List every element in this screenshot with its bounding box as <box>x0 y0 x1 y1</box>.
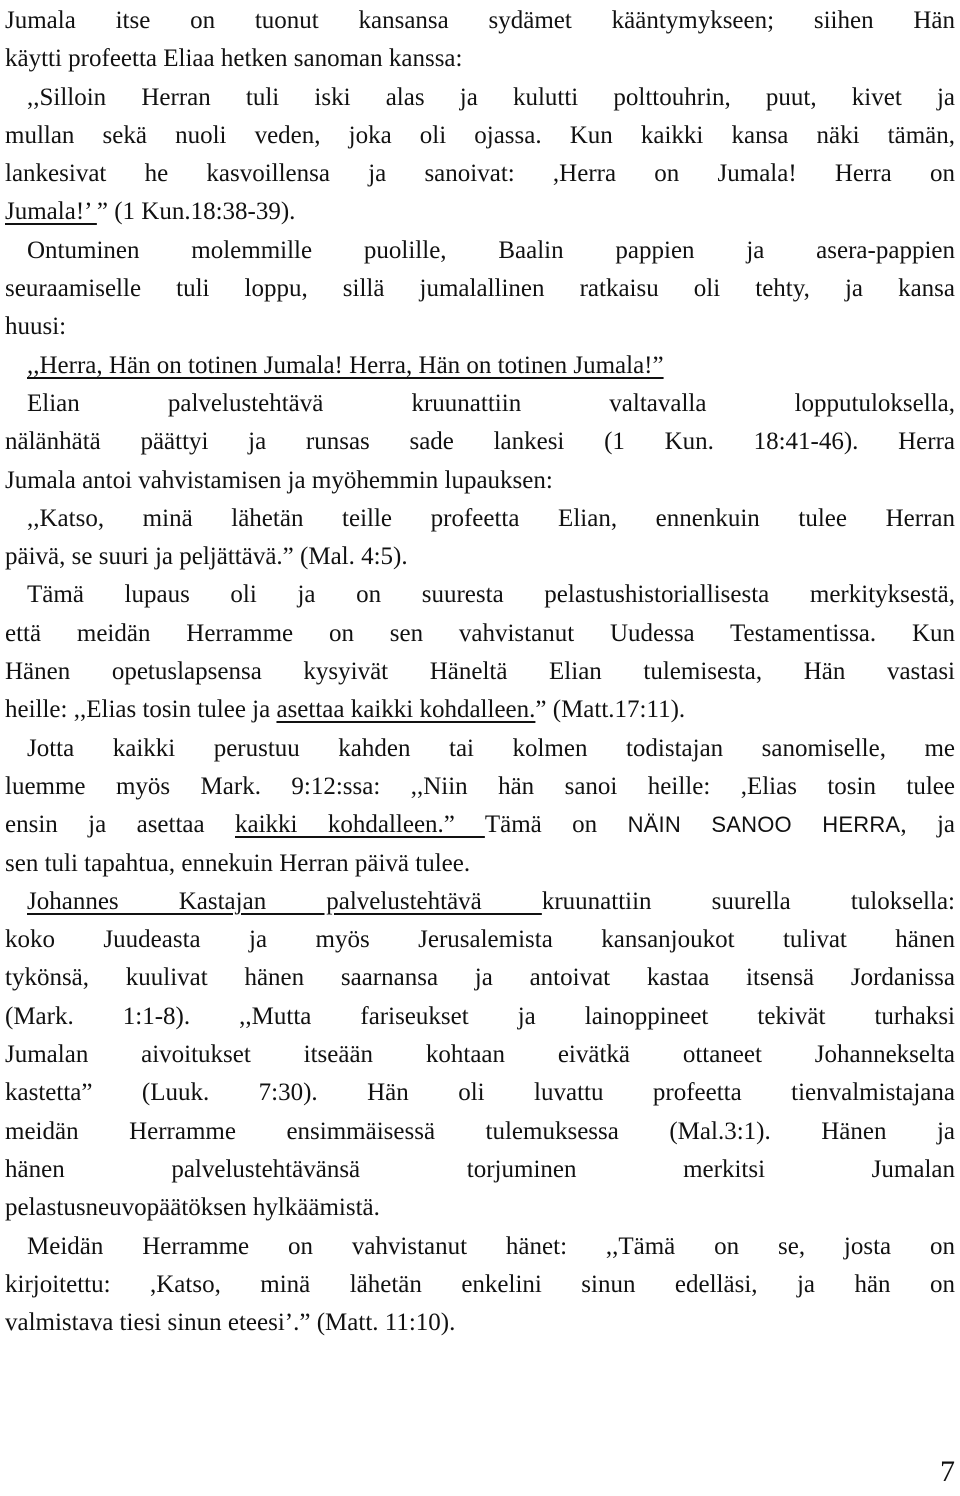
text-segment: Jotta kaikki perustuu kahden tai kolmen todistajan sanomiselle, me <box>27 734 955 762</box>
text-line <box>5 1266 955 1304</box>
text-line <box>5 308 955 346</box>
text-segment: tykönsä, kuulivat hänen saarnansa ja antoivat kastaa itsensä Jordanissa <box>5 964 955 992</box>
text-line <box>5 538 955 576</box>
text-segment: (Mark. 1:1-8). ,,Mutta fariseukset ja lainoppineet tekivät turhaksi <box>5 1002 955 1030</box>
text-line <box>5 998 955 1036</box>
text-segment: meidän Herramme ensimmäisessä tulemuksessa (Mal.3:1). Hänen ja <box>5 1117 955 1145</box>
text-line <box>5 1074 955 1112</box>
page-number: 7 <box>940 1455 955 1488</box>
text-segment: ,,Silloin Herran tuli iski alas ja kulutti polttouhrin, puut, kivet ja <box>27 83 955 111</box>
text-segment: että meidän Herramme on sen vahvistanut Uudessa Testamentissa. Kun <box>5 619 955 647</box>
text-segment: ” (Matt.17:11). <box>535 696 686 724</box>
text-segment: sen tuli tapahtua, ennekuin Herran päivä tulee. <box>5 849 471 877</box>
text-line <box>5 117 955 155</box>
text-segment: kruunattiin suurella tuloksella: <box>541 887 955 915</box>
text-line <box>5 385 955 423</box>
text-segment: seuraamiselle tuli loppu, sillä jumalallinen ratkaisu oli tehty, ja kansa <box>5 275 955 303</box>
text-segment: Tämä lupaus oli ja on suuresta pelastushistoriallisesta merkityksestä, <box>27 581 955 609</box>
text-segment: mullan sekä nuoli veden, joka oli ojassa. Kun kaikki kansa näki tämän, <box>5 121 955 149</box>
text-line <box>5 193 955 231</box>
text-segment: Jumalan aivoitukset itseään kohtaan eivätkä ottaneet Johannekselta <box>5 1041 955 1069</box>
text-line <box>5 1113 955 1151</box>
underlined-text: kaikki kohdalleen.” <box>235 811 485 839</box>
text-line <box>5 79 955 117</box>
text-line <box>5 806 955 844</box>
text-segment: , ja <box>900 811 955 839</box>
text-segment: nälänhätä päättyi ja runsas sade lankesi (1 Kun. 18:41-46). Herra <box>5 428 955 456</box>
text-line <box>5 2 955 40</box>
text-segment: Ontuminen molemmille puolille, Baalin pappien ja asera-pappien <box>27 236 955 264</box>
text-segment: heille: ,,Elias tosin tulee ja <box>5 696 277 724</box>
text-segment: Meidän Herramme on vahvistanut hänet: ,,Tämä on se, josta on <box>27 1232 955 1260</box>
text-segment: ,,Katso, minä lähetän teille profeetta Elian, ennenkuin tulee Herran <box>27 504 955 532</box>
text-segment: päivä, se suuri ja peljättävä.” (Mal. 4:5). <box>5 543 408 571</box>
text-segment: luemme myös Mark. 9:12:ssa: ,,Niin hän sanoi heille: ,Elias tosin tulee <box>5 772 955 800</box>
small-caps-text: NÄIN SANOO HERRA <box>627 812 901 838</box>
text-line <box>5 423 955 461</box>
text-line <box>5 232 955 270</box>
text-segment: hänen palvelustehtävänsä torjuminen merkitsi Jumalan <box>5 1155 955 1183</box>
text-line <box>5 653 955 691</box>
text-line <box>5 691 955 729</box>
text-line <box>5 615 955 653</box>
text-line <box>5 576 955 614</box>
text-line <box>5 347 955 385</box>
underlined-text: ,,Herra, Hän on totinen Jumala! Herra, Hän on totinen Jumala!” <box>27 351 664 379</box>
text-segment: kastetta” (Luuk. 7:30). Hän oli luvattu profeetta tienvalmistajana <box>5 1079 955 1107</box>
text-line <box>5 959 955 997</box>
underlined-text: Johannes Kastajan palvelustehtävä <box>27 887 542 915</box>
text-segment: kirjoitettu: ,Katso, minä lähetän enkelini sinun edelläsi, ja hän on <box>5 1270 955 1298</box>
text-segment: pelastusneuvopäätöksen hylkäämistä. <box>5 1194 380 1222</box>
text-line <box>5 40 955 78</box>
text-segment: Elian palvelustehtävä kruunattiin valtavalla lopputuloksella, <box>27 389 955 417</box>
text-segment: käytti profeetta Eliaa hetken sanoman kanssa: <box>5 45 463 73</box>
text-line <box>5 155 955 193</box>
text-line <box>5 1228 955 1266</box>
document-body <box>5 2 955 1342</box>
underlined-text: Jumala!’ <box>5 198 97 226</box>
text-line <box>5 1151 955 1189</box>
text-line <box>5 768 955 806</box>
text-line <box>5 921 955 959</box>
text-segment: ensin ja asettaa <box>5 811 235 839</box>
text-segment: Jumala antoi vahvistamisen ja myöhemmin lupauksen: <box>5 466 553 494</box>
text-line <box>5 1304 955 1342</box>
text-segment: Tämä on <box>484 811 628 839</box>
text-segment: koko Juudeasta ja myös Jerusalemista kansanjoukot tulivat hänen <box>5 926 955 954</box>
text-line <box>5 1189 955 1227</box>
text-segment: ” (1 Kun.18:38-39). <box>96 198 296 226</box>
text-line <box>5 462 955 500</box>
underlined-text: asettaa kaikki kohdalleen. <box>276 696 536 724</box>
text-segment: huusi: <box>5 313 67 341</box>
text-line <box>5 500 955 538</box>
text-line <box>5 730 955 768</box>
text-segment: lankesivat he kasvoillensa ja sanoivat: ,Herra on Jumala! Herra on <box>5 160 955 188</box>
text-line <box>5 270 955 308</box>
text-line <box>5 883 955 921</box>
text-segment: Jumala itse on tuonut kansansa sydämet kääntymykseen; siihen Hän <box>5 7 955 34</box>
text-segment: Hänen opetuslapsensa kysyivät Häneltä Elian tulemisesta, Hän vastasi <box>5 658 955 686</box>
text-segment: valmistava tiesi sinun eteesi’.” (Matt. 11:10). <box>5 1309 456 1337</box>
text-line <box>5 1036 955 1074</box>
text-line <box>5 845 955 883</box>
